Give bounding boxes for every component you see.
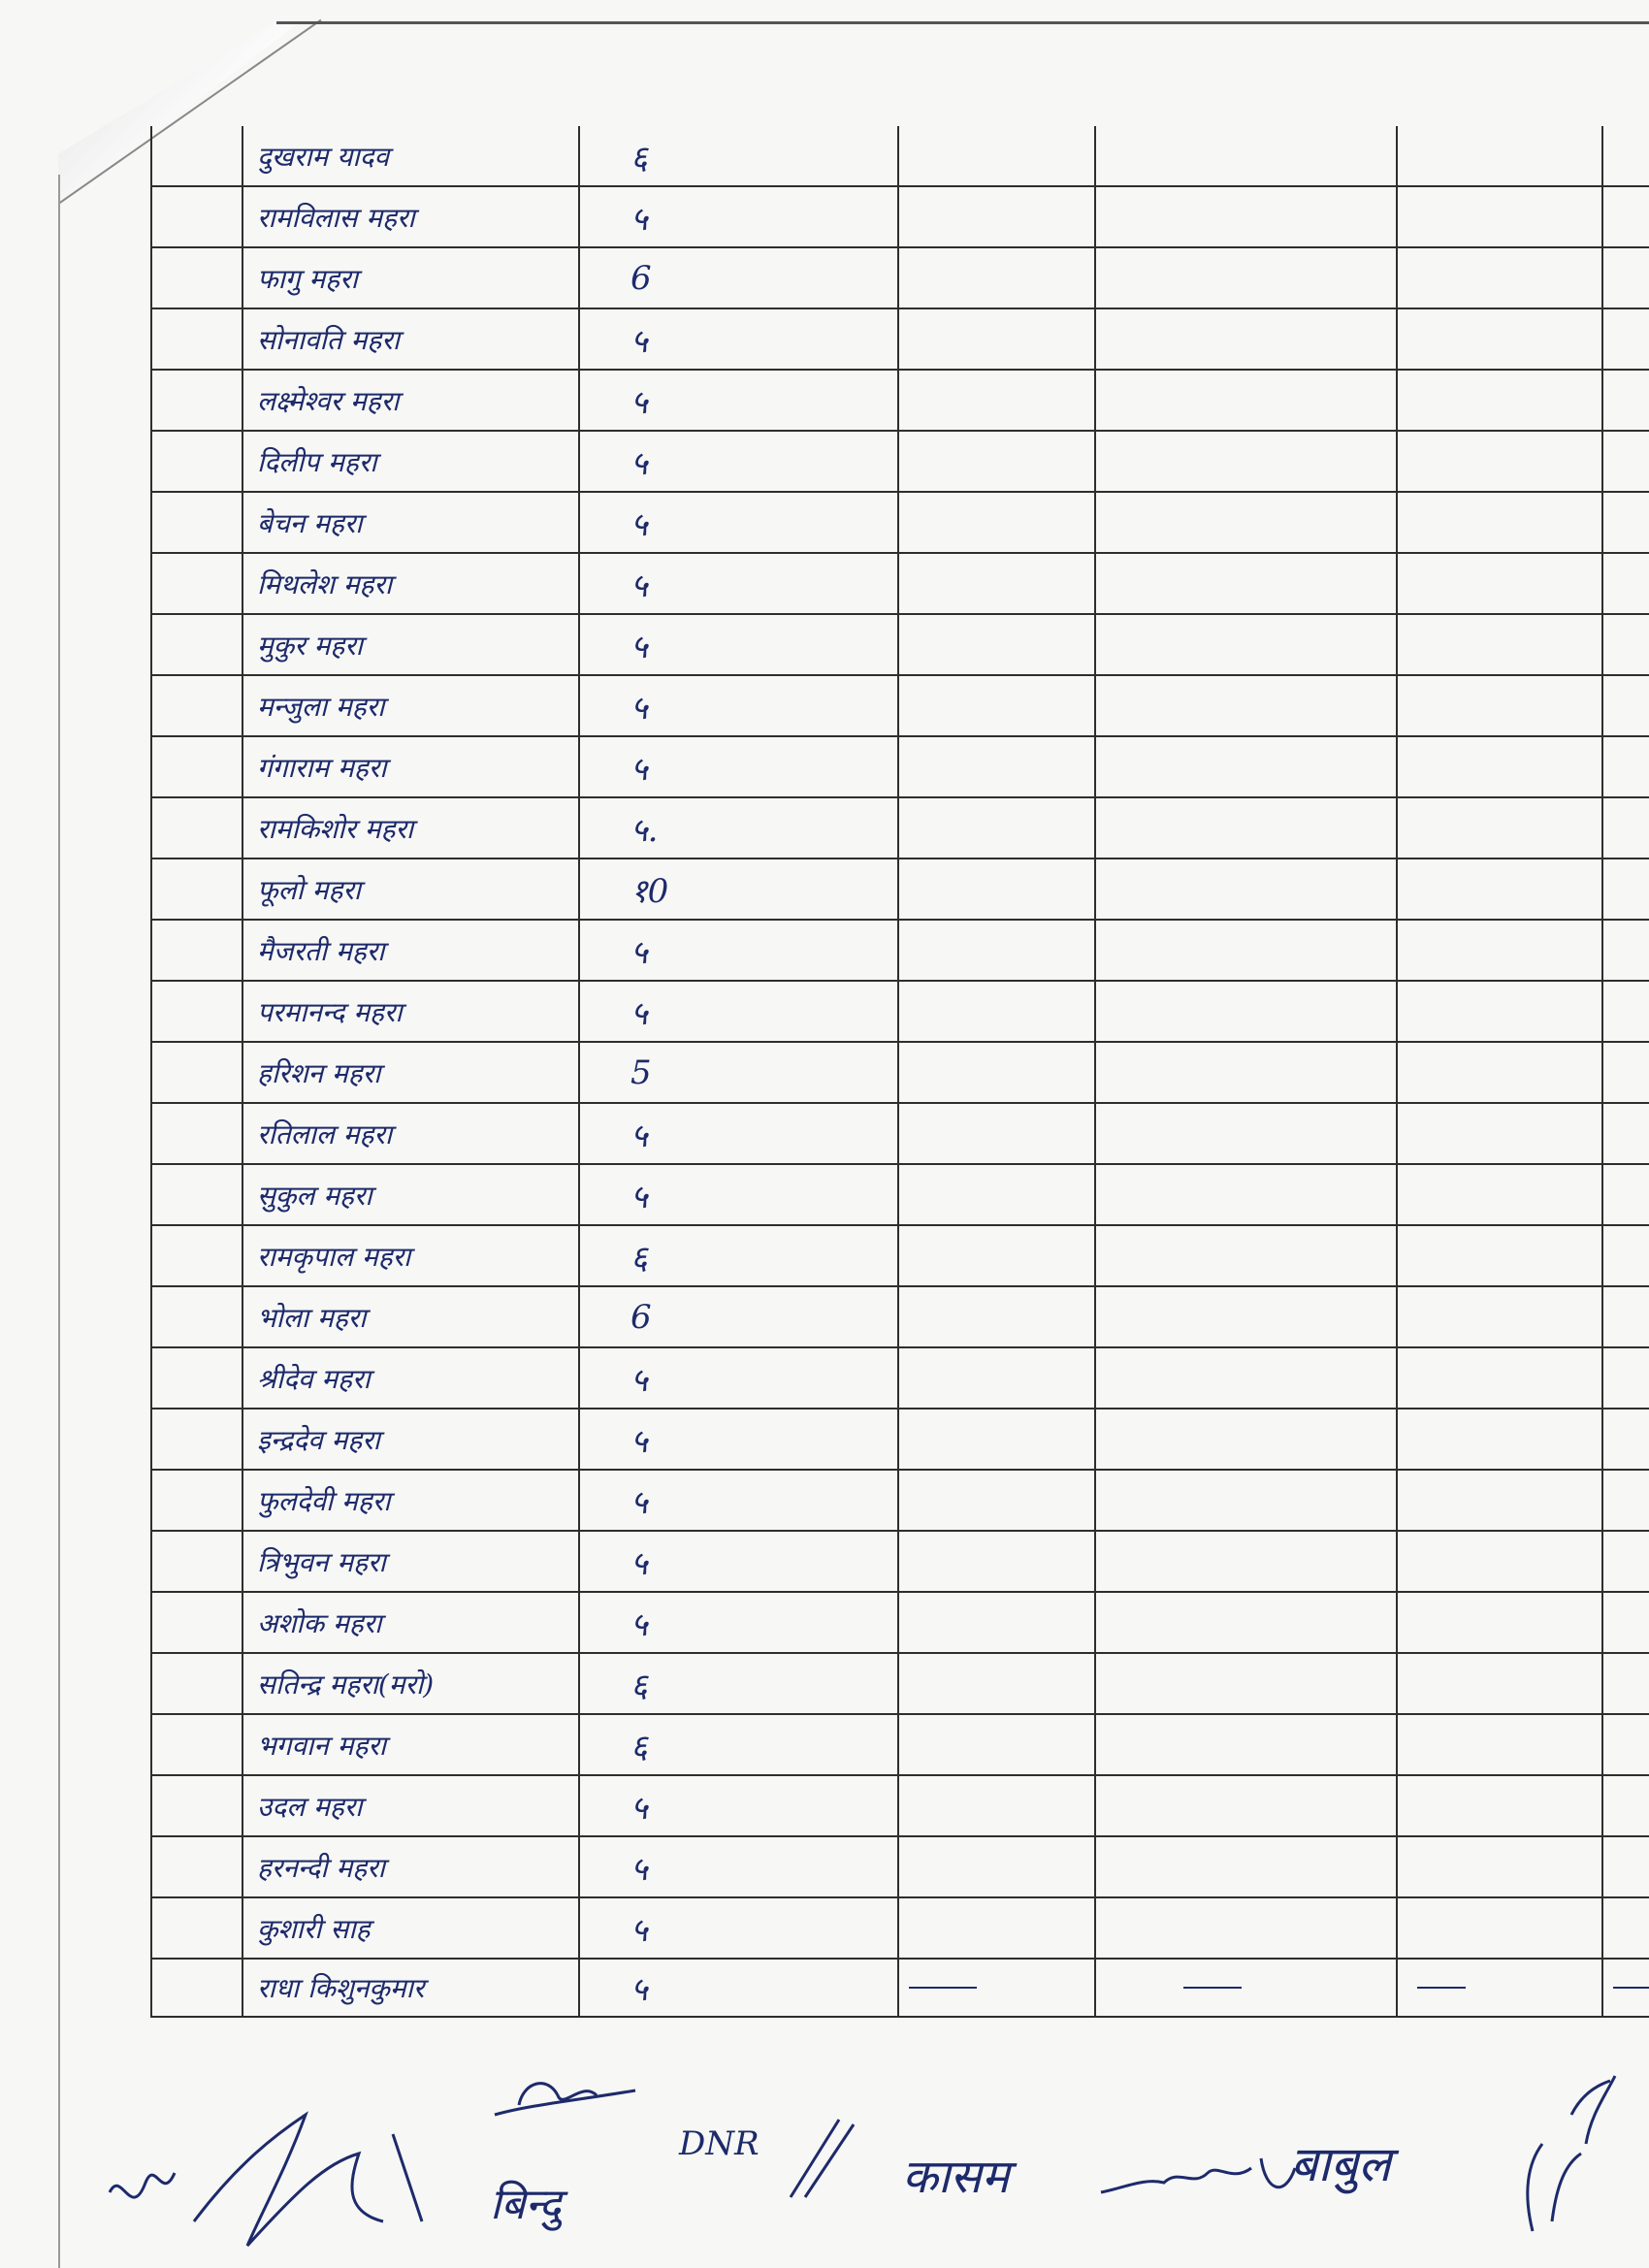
column-b-cell [1095, 920, 1397, 981]
family-count-cell: ५ [579, 1470, 898, 1531]
ledger-row [151, 553, 1649, 614]
column-c-cell [1397, 675, 1602, 736]
serial-cell [151, 186, 242, 247]
column-a-cell [898, 981, 1095, 1042]
ledger-table [150, 126, 1649, 2018]
column-d-cell [1602, 1286, 1649, 1347]
column-c-cell [1397, 1164, 1602, 1225]
ledger-row [151, 1164, 1649, 1225]
signature-scribble-5 [1513, 2057, 1620, 2241]
family-count-cell: ५. [579, 797, 898, 859]
column-b-cell [1095, 1225, 1397, 1286]
column-d-cell [1602, 126, 1649, 186]
column-d-cell [1602, 981, 1649, 1042]
name-cell: फुलदेवी महरा [242, 1470, 579, 1531]
ledger-row [151, 736, 1649, 797]
column-d-cell [1602, 797, 1649, 859]
serial-cell [151, 247, 242, 308]
serial-cell [151, 1103, 242, 1164]
serial-cell [151, 1042, 242, 1103]
column-b-cell [1095, 553, 1397, 614]
column-d-cell [1602, 920, 1649, 981]
column-a-cell [898, 1347, 1095, 1409]
column-d-cell [1602, 431, 1649, 492]
serial-cell [151, 1225, 242, 1286]
column-d-cell [1602, 247, 1649, 308]
column-c-cell [1397, 186, 1602, 247]
ledger-row [151, 1042, 1649, 1103]
column-a-cell [898, 1103, 1095, 1164]
serial-cell [151, 859, 242, 920]
column-d-cell [1602, 1347, 1649, 1409]
signature-scribble-3 [781, 2115, 858, 2202]
serial-cell [151, 1775, 242, 1836]
serial-cell [151, 492, 242, 553]
serial-cell [151, 1897, 242, 1959]
signature-scribble-1 [102, 2076, 451, 2260]
column-b-cell [1095, 370, 1397, 431]
serial-cell [151, 1470, 242, 1531]
column-a-cell [898, 1897, 1095, 1959]
column-c-cell [1397, 1470, 1602, 1531]
column-a-cell [898, 797, 1095, 859]
serial-cell [151, 1286, 242, 1347]
signature-bindu: बिन्दु [490, 2180, 562, 2229]
column-a-cell [898, 614, 1095, 675]
serial-cell [151, 675, 242, 736]
signature-babul: बाबुल [1290, 2136, 1391, 2192]
name-cell: उदल महरा [242, 1775, 579, 1836]
family-count-cell: ५ [579, 553, 898, 614]
column-b-cell [1095, 431, 1397, 492]
column-b-cell [1095, 1103, 1397, 1164]
name-cell: भगवान महरा [242, 1714, 579, 1775]
column-a-cell [898, 1470, 1095, 1531]
column-d-cell [1602, 1775, 1649, 1836]
column-a-cell [898, 1836, 1095, 1897]
ledger-row [151, 1959, 1649, 2017]
family-count-cell: ५ [579, 675, 898, 736]
column-a-cell [898, 1042, 1095, 1103]
family-count-cell: ५ [579, 1409, 898, 1470]
name-cell: त्रिभुवन महरा [242, 1531, 579, 1592]
column-d-cell [1602, 370, 1649, 431]
column-d-cell [1602, 553, 1649, 614]
name-cell: बेचन महरा [242, 492, 579, 553]
column-c-cell [1397, 1286, 1602, 1347]
name-cell: सुकुल महरा [242, 1164, 579, 1225]
column-a-cell [898, 1531, 1095, 1592]
serial-cell [151, 1653, 242, 1714]
serial-cell [151, 1836, 242, 1897]
serial-cell [151, 736, 242, 797]
column-b-cell [1095, 1959, 1397, 2017]
column-b-cell [1095, 1836, 1397, 1897]
family-count-cell: ६ [579, 1653, 898, 1714]
name-cell: इन्द्रदेव महरा [242, 1409, 579, 1470]
column-b-cell [1095, 736, 1397, 797]
ledger-row [151, 675, 1649, 736]
column-a-cell [898, 1714, 1095, 1775]
column-a-cell [898, 1225, 1095, 1286]
ledger-row [151, 186, 1649, 247]
column-a-cell [898, 675, 1095, 736]
column-a-cell [898, 1592, 1095, 1653]
column-b-cell [1095, 1286, 1397, 1347]
ledger-row [151, 1531, 1649, 1592]
name-cell: गंगाराम महरा [242, 736, 579, 797]
column-c-cell [1397, 736, 1602, 797]
serial-cell [151, 553, 242, 614]
serial-cell [151, 370, 242, 431]
column-c-cell [1397, 431, 1602, 492]
family-count-cell: ५ [579, 1592, 898, 1653]
family-count-cell: ५ [579, 981, 898, 1042]
ledger-row [151, 126, 1649, 186]
column-a-cell [898, 859, 1095, 920]
column-c-cell [1397, 308, 1602, 370]
family-count-cell: ५ [579, 1164, 898, 1225]
name-cell: राधा किशुनकुमार [242, 1959, 579, 2017]
column-a-cell [898, 370, 1095, 431]
signature-scribble-2 [490, 2066, 645, 2134]
ledger-row [151, 1286, 1649, 1347]
column-b-cell [1095, 614, 1397, 675]
family-count-cell: ५ [579, 736, 898, 797]
column-d-cell [1602, 736, 1649, 797]
ledger-row [151, 492, 1649, 553]
serial-cell [151, 1409, 242, 1470]
column-a-cell [898, 431, 1095, 492]
page-top-edge [276, 21, 1649, 24]
column-b-cell [1095, 186, 1397, 247]
ledger-row [151, 247, 1649, 308]
ledger-row [151, 1775, 1649, 1836]
page-left-edge [58, 175, 60, 2268]
column-b-cell [1095, 1592, 1397, 1653]
column-b-cell [1095, 1042, 1397, 1103]
column-d-cell [1602, 1897, 1649, 1959]
serial-cell [151, 1714, 242, 1775]
column-c-cell [1397, 614, 1602, 675]
family-count-cell: ५ [579, 1836, 898, 1897]
column-c-cell [1397, 1531, 1602, 1592]
family-count-cell: ५ [579, 431, 898, 492]
column-c-cell [1397, 1836, 1602, 1897]
column-c-cell [1397, 797, 1602, 859]
tick-mark [1417, 1987, 1466, 1989]
ledger-row [151, 614, 1649, 675]
column-a-cell [898, 1409, 1095, 1470]
column-a-cell [898, 920, 1095, 981]
column-a-cell [898, 1775, 1095, 1836]
column-c-cell [1397, 1103, 1602, 1164]
column-c-cell [1397, 553, 1602, 614]
family-count-cell: 6 [579, 1286, 898, 1347]
column-c-cell [1397, 1225, 1602, 1286]
column-b-cell [1095, 1347, 1397, 1409]
name-cell: भोला महरा [242, 1286, 579, 1347]
name-cell: रामकिशोर महरा [242, 797, 579, 859]
ledger-body [151, 126, 1649, 2017]
column-c-cell [1397, 247, 1602, 308]
column-a-cell [898, 308, 1095, 370]
column-b-cell [1095, 1653, 1397, 1714]
name-cell: दिलीप महरा [242, 431, 579, 492]
serial-cell [151, 920, 242, 981]
column-b-cell [1095, 1470, 1397, 1531]
name-cell: हरिशन महरा [242, 1042, 579, 1103]
column-a-cell [898, 1653, 1095, 1714]
column-b-cell [1095, 308, 1397, 370]
name-cell: परमानन्द महरा [242, 981, 579, 1042]
ledger-row [151, 1897, 1649, 1959]
column-a-cell [898, 1164, 1095, 1225]
family-count-cell: ६ [579, 1714, 898, 1775]
column-b-cell [1095, 492, 1397, 553]
serial-cell [151, 431, 242, 492]
name-cell: मुकुर महरा [242, 614, 579, 675]
family-count-cell: ५ [579, 614, 898, 675]
family-count-cell: ५ [579, 308, 898, 370]
name-cell: श्रीदेव महरा [242, 1347, 579, 1409]
family-count-cell: ५ [579, 920, 898, 981]
column-b-cell [1095, 981, 1397, 1042]
column-d-cell [1602, 1164, 1649, 1225]
name-cell: सतिन्द्र महरा(मरो) [242, 1653, 579, 1714]
column-b-cell [1095, 1409, 1397, 1470]
column-d-cell [1602, 1103, 1649, 1164]
column-b-cell [1095, 247, 1397, 308]
family-count-cell: 6 [579, 247, 898, 308]
signature-scribble-4 [1096, 2139, 1300, 2207]
column-d-cell [1602, 859, 1649, 920]
column-d-cell [1602, 1959, 1649, 2017]
family-count-cell: ५ [579, 492, 898, 553]
ledger-row [151, 920, 1649, 981]
column-c-cell [1397, 981, 1602, 1042]
ledger-row [151, 1653, 1649, 1714]
ledger-row [151, 370, 1649, 431]
column-b-cell [1095, 1775, 1397, 1836]
column-d-cell [1602, 186, 1649, 247]
name-cell: लक्ष्मेश्वर महरा [242, 370, 579, 431]
ledger-row [151, 797, 1649, 859]
column-d-cell [1602, 614, 1649, 675]
column-b-cell [1095, 126, 1397, 186]
column-d-cell [1602, 308, 1649, 370]
column-d-cell [1602, 1592, 1649, 1653]
column-c-cell [1397, 1042, 1602, 1103]
family-count-cell: ६ [579, 126, 898, 186]
ledger-row [151, 1836, 1649, 1897]
column-a-cell [898, 736, 1095, 797]
tick-mark [909, 1987, 977, 1989]
column-d-cell [1602, 1409, 1649, 1470]
column-c-cell [1397, 1653, 1602, 1714]
name-cell: कुशारी साह [242, 1897, 579, 1959]
column-c-cell [1397, 920, 1602, 981]
name-cell: मिथलेश महरा [242, 553, 579, 614]
serial-cell [151, 308, 242, 370]
ledger-row [151, 1347, 1649, 1409]
column-d-cell [1602, 1225, 1649, 1286]
name-cell: हरनन्दी महरा [242, 1836, 579, 1897]
name-cell: रामविलास महरा [242, 186, 579, 247]
name-cell: रामकृपाल महरा [242, 1225, 579, 1286]
column-a-cell [898, 126, 1095, 186]
serial-cell [151, 981, 242, 1042]
column-b-cell [1095, 797, 1397, 859]
column-c-cell [1397, 1959, 1602, 2017]
column-a-cell [898, 186, 1095, 247]
serial-cell [151, 614, 242, 675]
column-c-cell [1397, 370, 1602, 431]
family-count-cell: 5 [579, 1042, 898, 1103]
signature-dnr: DNR [679, 2124, 760, 2163]
column-c-cell [1397, 126, 1602, 186]
family-count-cell: १0 [579, 859, 898, 920]
column-c-cell [1397, 859, 1602, 920]
serial-cell [151, 1592, 242, 1653]
tick-mark [1183, 1987, 1242, 1989]
signature-kasam: कासम [902, 2150, 1010, 2204]
ledger-row [151, 1225, 1649, 1286]
family-count-cell: ५ [579, 1775, 898, 1836]
serial-cell [151, 1531, 242, 1592]
column-a-cell [898, 1959, 1095, 2017]
column-c-cell [1397, 492, 1602, 553]
ledger-row [151, 1470, 1649, 1531]
ledger-row [151, 308, 1649, 370]
family-count-cell: ५ [579, 370, 898, 431]
column-c-cell [1397, 1714, 1602, 1775]
column-a-cell [898, 247, 1095, 308]
name-cell: रतिलाल महरा [242, 1103, 579, 1164]
name-cell: मैजरती महरा [242, 920, 579, 981]
column-b-cell [1095, 1531, 1397, 1592]
column-c-cell [1397, 1409, 1602, 1470]
column-d-cell [1602, 1714, 1649, 1775]
family-count-cell: ५ [579, 1103, 898, 1164]
family-count-cell: ५ [579, 1959, 898, 2017]
name-cell: फूलो महरा [242, 859, 579, 920]
name-cell: दुखराम यादव [242, 126, 579, 186]
column-d-cell [1602, 1042, 1649, 1103]
column-b-cell [1095, 1897, 1397, 1959]
column-b-cell [1095, 859, 1397, 920]
family-count-cell: ५ [579, 1897, 898, 1959]
serial-cell [151, 1347, 242, 1409]
column-d-cell [1602, 492, 1649, 553]
tick-mark [1613, 1987, 1649, 1989]
column-a-cell [898, 1286, 1095, 1347]
column-b-cell [1095, 1714, 1397, 1775]
column-a-cell [898, 553, 1095, 614]
column-d-cell [1602, 1470, 1649, 1531]
name-cell: अशोक महरा [242, 1592, 579, 1653]
column-d-cell [1602, 675, 1649, 736]
column-d-cell [1602, 1836, 1649, 1897]
ledger-row [151, 981, 1649, 1042]
column-c-cell [1397, 1775, 1602, 1836]
name-cell: मन्जुला महरा [242, 675, 579, 736]
ledger-row [151, 859, 1649, 920]
column-b-cell [1095, 675, 1397, 736]
column-c-cell [1397, 1592, 1602, 1653]
serial-cell [151, 797, 242, 859]
name-cell: फागु महरा [242, 247, 579, 308]
column-b-cell [1095, 1164, 1397, 1225]
column-d-cell [1602, 1531, 1649, 1592]
name-cell: सोनावति महरा [242, 308, 579, 370]
family-count-cell: ५ [579, 1347, 898, 1409]
ledger-row [151, 1592, 1649, 1653]
ledger-row [151, 1103, 1649, 1164]
serial-cell [151, 126, 242, 186]
family-count-cell: ५ [579, 1531, 898, 1592]
serial-cell [151, 1959, 242, 2017]
ledger-row [151, 1409, 1649, 1470]
family-count-cell: ५ [579, 186, 898, 247]
family-count-cell: ६ [579, 1225, 898, 1286]
serial-cell [151, 1164, 242, 1225]
column-c-cell [1397, 1347, 1602, 1409]
ledger-row [151, 431, 1649, 492]
column-d-cell [1602, 1653, 1649, 1714]
ledger-row [151, 1714, 1649, 1775]
column-a-cell [898, 492, 1095, 553]
column-c-cell [1397, 1897, 1602, 1959]
